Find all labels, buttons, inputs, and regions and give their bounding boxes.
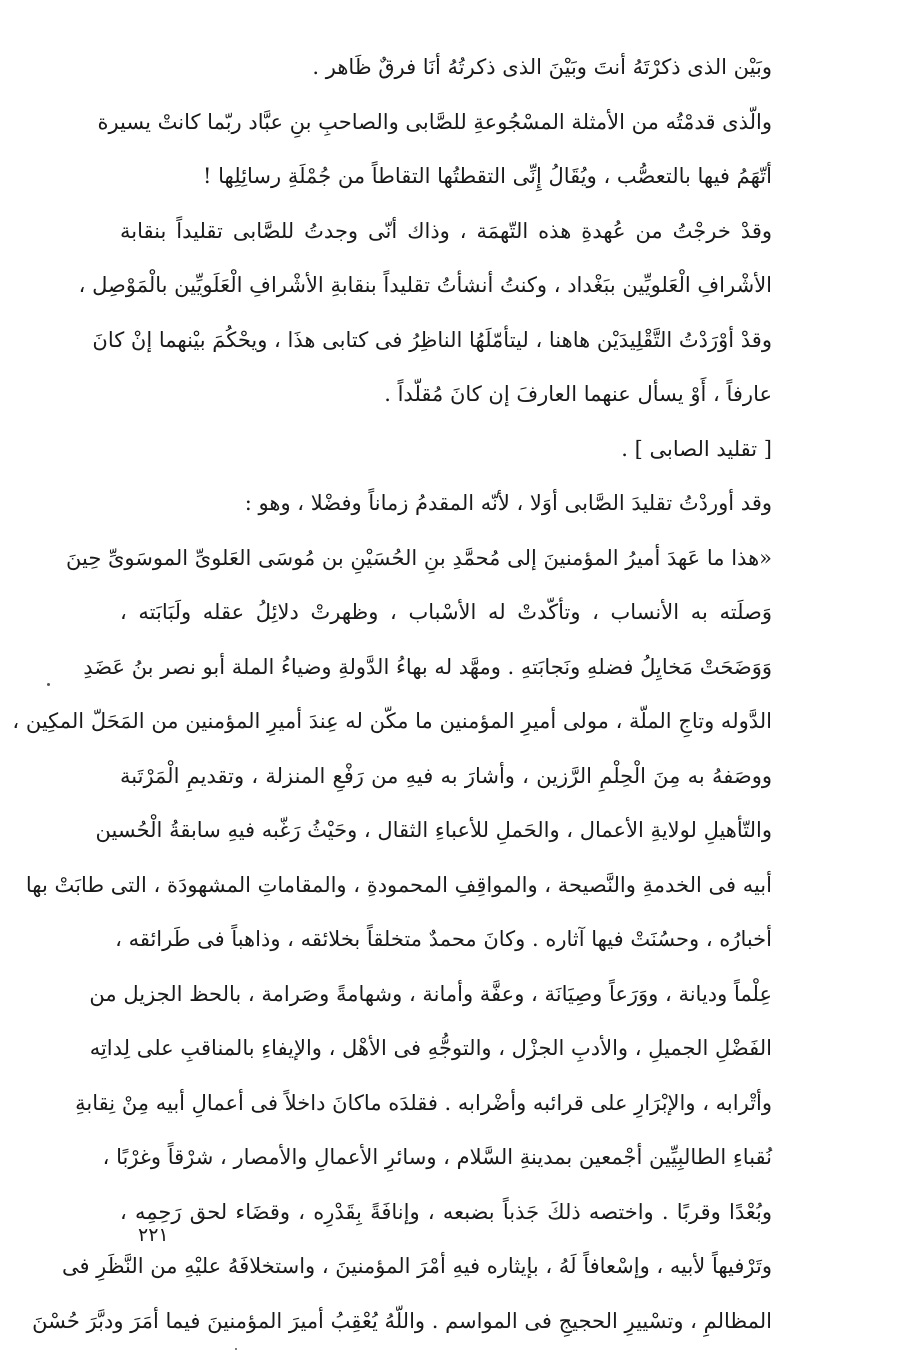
text-line-5: الأشْرافِ الْعَلويِّين ببَغْداد ، وكنتُ أنشأتُ تقليداً بنقابةِ الأشْرافِ الْعَلَويِّين بالْمَوْصِل ، [78, 273, 772, 297]
body-text [12, 40, 772, 1348]
text-line-21: نُقباءِ الطالبِيِّين أجْمعين بمدينةِ السَّلام ، وسائرِ الأعمالِ والأمصار ، شرْقاً وغرْبًا ، [102, 1145, 772, 1169]
text-line-6: وقدْ أوْرَدْتُ التَّقْلِيدَيْن هاهنا ، ليتأمّلَهُا الناظِرُ فى كتابى هذَا ، ويحْكُمَ بيْنهما إنْ كانَ [92, 327, 772, 352]
scan-speck [47, 683, 50, 686]
text-line-3: أتّهَمُ فيها بالتعصُّب ، ويُقَالُ إِنِّى التقطتُها التقاطاً من جُمْلَةِ رسائِلِها ! [203, 164, 772, 188]
text-line-10: «هذا ما عَهدَ أميرُ المؤمنينَ إلى مُحمَّدِ بنِ الحُسَيْنِ بن مُوسَى العَلوىِّ الموسَوىِّ حِينَ [66, 545, 772, 570]
text-line-23: وتَرْفيهاً لأبيه ، وإسْعافاً لَهُ ، بإيثاره فيهِ أمْرَ المؤمنينَ ، واستخلافَهُ عليْهِ من النَّظَرِ فى [61, 1254, 772, 1278]
text-line-2: والّذى قدمْتُه من الأمثلة المسْجُوعةِ للصَّابى والصاحبِ بنِ عبَّاد ربّما كانتْ يسيرة [97, 109, 772, 134]
text-line-4: وقدْ خرجْتُ من عُهدةِ هذه التّهمَة ، وذاك أنّى وجدتُ للصَّابى تقليداً بنقابة [120, 218, 772, 243]
text-line-14: ووصَفهُ به مِنَ الْحِلْمِ الرَّزين ، وأشارَ به فيهِ من رَفْعِ المنزلة ، وتقديمِ الْمَرْتَبة [120, 763, 772, 788]
text-line-22: وبُعْدًا وقربًا . واختصه ذلكَ جَذباً بضبعه ، وإنافَةً بِقَدْرِه ، وقضَاء لحق رَحِمِه ، [120, 1199, 772, 1224]
section-heading: [ تقليد الصابى ] . [621, 436, 772, 461]
text-line-18: عِلْماً وديانة ، ووَرَعاً وصِيَانَة ، وعفَّة وأمانة ، وشهامةً وصَرامة ، بالحظ الجزيل من [89, 981, 772, 1006]
text-line-12: وَوَضَحَتْ مَخايِلُ فضلهِ ونَجابَتهِ . ومهَّد له بهاءُ الدَّولةِ وضياءُ الملة أبو نصر بنُ عَضَدِ [83, 654, 772, 679]
page-number: ٢٢١ [138, 1224, 169, 1246]
text-line-16: أبيه فى الخدمةِ والنَّصيحة ، والمواقِفِ المحمودةِ ، والمقاماتِ المشهودَة ، التى طابَتْ بها [25, 872, 772, 897]
text-line-15: والتّأهيلِ لولايةِ الأعمال ، والحَملِ للأعباءِ الثقال ، وحَيْثُ رَغّبه فيهِ سابقةُ الْحُسين [95, 818, 772, 842]
text-line-19: الفَضْلِ الجميلِ ، والأدبِ الجزْل ، والتوجُّهِ فى الأهْل ، والإيفاءِ بالمناقبِ على لِداتِه [89, 1036, 772, 1060]
text-line-13: الدَّوله وتاجِ الملّة ، مولى أميرِ المؤمنين ما مكّن له عِندَ أميرِ المؤمنين من المَحَلّ المكِين ، [12, 709, 772, 733]
text-line-17: أخبارُه ، وحسُنَتْ فيها آثاره . وكانَ محمدٌ متخلقاً بخلائقه ، وذاهباً فى طَرائقه ، [115, 927, 772, 951]
text-line-11: وَصلَته به الأنساب ، وتأكّدتْ له الأسْباب ، وظهرتْ دلائِلُ عقله ولَبَابَته ، [120, 600, 772, 624]
text-line-7: عارفاً ، أَوْ يسأل عنهما العارفَ إن كانَ مُقلّداً . [384, 382, 772, 406]
text-line-24: المظالمِ ، وتسْييرِ الحجيجِ فى المواسم . واللّهُ يُعْقِبُ أميرَ المؤمنينَ فيما أمَرَ ودبَّرَ حُسْنَ [32, 1308, 772, 1333]
text-line-20: وأتْرابه ، والإبْرَارِ على قرائبه وأضْرابه . فقلدَه ماكانَ داخلاً فى أعمالِ أبيه مِنْ نِقابةِ [75, 1090, 772, 1115]
text-line-9: وقد أوردْتُ تقليدَ الصَّابى أوَلا ، لأنّه المقدمُ زماناً وفضْلا ، وهو : [244, 491, 772, 515]
text-line-1: وبَيْن الذى ذكرْتَهُ أنتَ وبَيْنَ الذى ذكرتُهُ أنَا فرقٌ ظَاهر . [312, 55, 772, 79]
